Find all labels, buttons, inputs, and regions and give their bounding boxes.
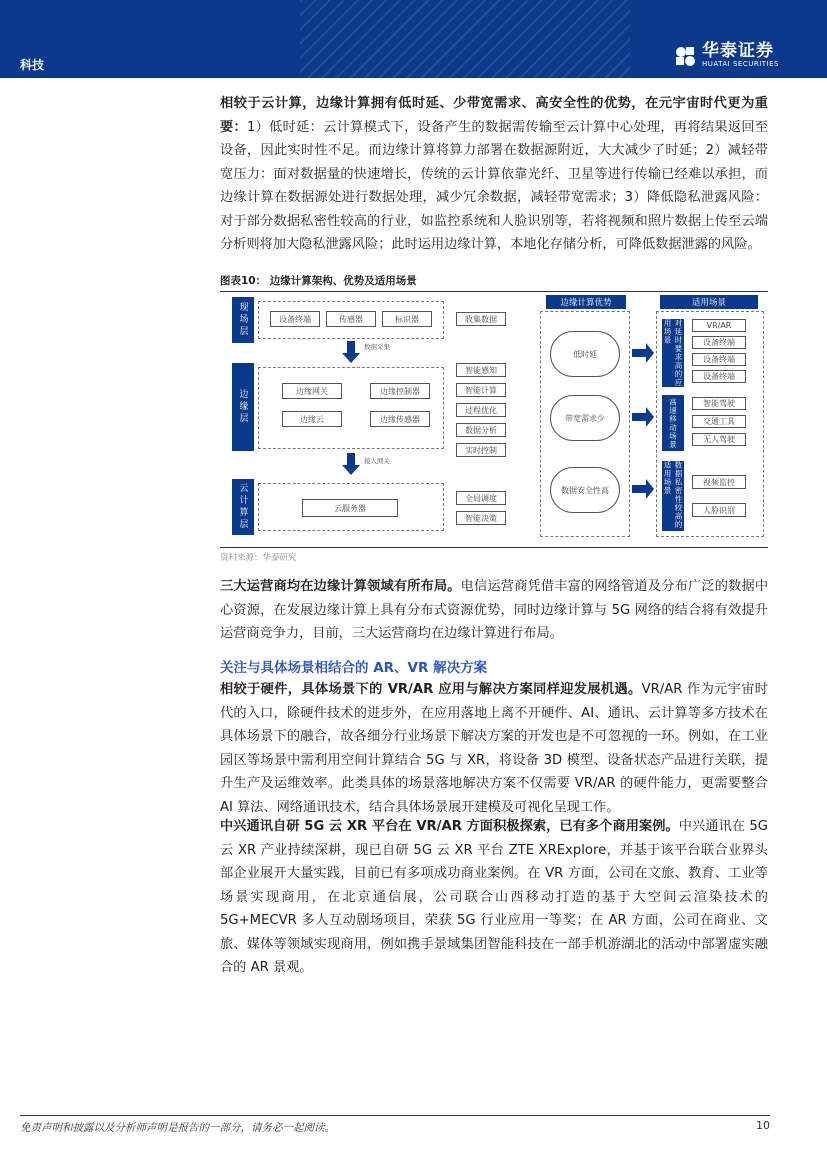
function-8: 智能决策 — [456, 511, 506, 525]
scenes-header: 适用场景 — [660, 295, 758, 309]
field-item-3: 标识器 — [382, 311, 432, 327]
logo-mark-icon — [674, 45, 696, 67]
field-item-2: 传感器 — [326, 311, 376, 327]
field-item-1: 设备终端 — [270, 311, 320, 327]
arrow-down-2 — [342, 465, 360, 475]
footer-disclaimer: 免责声明和披露以及分析师声明是报告的一部分，请务必一起阅读。 — [20, 1115, 770, 1135]
scene-group-1-label: 对延时要求高的应用场景 — [663, 319, 683, 387]
header-pattern — [300, 0, 630, 78]
advantage-3: 数据安全性高 — [550, 467, 620, 513]
scene-group-3-label: 数据私密性较高的适用场景 — [663, 461, 683, 529]
logo-text-cn: 华泰证券 — [702, 41, 775, 61]
scene-2-2: 交通工具 — [692, 415, 746, 428]
edge-container — [258, 367, 444, 449]
cloud-item-1: 云服务器 — [302, 499, 398, 517]
paragraph-vr-ar-opportunity — [220, 678, 768, 819]
page-header — [0, 0, 827, 78]
advantage-2: 带宽需求少 — [550, 395, 620, 441]
section-label: 科技 — [20, 58, 45, 72]
function-6: 实时控制 — [456, 443, 506, 457]
layer-cloud: 云计算层 — [232, 479, 254, 535]
scene-1-4: 设备终端 — [692, 370, 746, 383]
advantages-header: 边缘计算优势 — [546, 295, 626, 309]
para2-lead: 三大运营商均在边缘计算领域有所布局。 — [220, 579, 461, 594]
logo-text-en: HUATAI SECURITIES — [702, 60, 779, 68]
para4-body: 中兴通讯在 5G 云 XR 产业持续深耕，现已自研 5G 云 XR 平台 ZTE XRExplore，并基于该平台联合业界头部企业展开大量实践，目前已有多项成功商业案例。在 VR 方面，公司在文旅、教育、工业等场景实现商用，在北京通信展，公司联合山西移动打造的基于大空间云渲染技术的 5G+MECVR 多人互动剧场项目，荣获 5G 行业应用一等奖；在 AR 方面，公司在商业、文旅、媒体等领域实现商用，例如携手景域集团智能科技在一部手机游湖北的活动中部署虚实融合的 AR 景观。 — [220, 819, 768, 975]
paragraph-zte-xr — [220, 815, 768, 980]
advantage-1: 低时延 — [550, 331, 620, 377]
edge-architecture-diagram — [232, 291, 768, 543]
figure-title: 图表10： 边缘计算架构、优势及适用场景 — [220, 273, 768, 292]
para4-lead: 中兴通讯自研 5G 云 XR 平台在 VR/AR 方面积极探索，已有多个商用案例。 — [220, 819, 679, 834]
adv-scene-arrows — [632, 291, 656, 543]
scene-2-1: 智能驾驶 — [692, 397, 746, 410]
para2-body: 电信运营商凭借丰富的网络管道及分布广泛的数据中心资源，在发展边缘计算上具有分布式资源优势，同时边缘计算与 5G 网络的结合将有效提升运营商竞争力，目前，三大运营商均在边缘计算进行布局。 — [220, 579, 769, 641]
paragraph-operators — [220, 575, 768, 646]
function-7: 全局调度 — [456, 491, 506, 505]
scene-2-3: 无人驾驶 — [692, 433, 746, 446]
function-3: 智能计算 — [456, 383, 506, 397]
arrow-down-1 — [342, 353, 360, 363]
function-5: 数据分析 — [456, 423, 506, 437]
function-1: 收集数据 — [456, 312, 506, 326]
arrow1-note: 数据采集 — [364, 343, 390, 351]
function-2: 智能感知 — [456, 363, 506, 377]
edge-item-4: 边缘传感器 — [370, 411, 430, 427]
scene-1-3: 设备终端 — [692, 353, 746, 366]
para1-lead: 相较于云计算，边缘计算拥有低时延、少带宽需求、高安全性的优势，在元宇宙时代更为重要： — [220, 96, 768, 135]
scene-3-2: 人脸识别 — [692, 503, 746, 517]
scene-1-2: 设备终端 — [692, 336, 746, 349]
layer-edge: 边缘层 — [232, 363, 254, 451]
para1-body: 1）低时延：云计算模式下，设备产生的数据需传输至云计算中心处理，再将结果返回至设备，因此实时性不足。而边缘计算将算力部署在数据源附近，大大减少了时延；2）减轻带宽压力：面对数据量的快速增长，传统的云计算依靠光纤、卫星等进行传输已经难以承担，而边缘计算在数据源处进行数据处理，减少冗余数据，减轻带宽需求；3）降低隐私泄露风险：对于部分数据私密性较高的行业，如监控系统和人脸识别等，若将视频和照片数据上传至云端分析则将加大隐私泄露风险；此时运用边缘计算，本地化存储分析，可降低数据泄露的风险。 — [220, 119, 769, 252]
scene-group-2-label: 高速移动场景 — [662, 395, 684, 451]
scene-3-1: 视频监控 — [692, 475, 746, 489]
edge-item-2: 边缘控制器 — [370, 383, 430, 399]
para3-body: VR/AR 作为元宇宙时代的入口，除硬件技术的进步外，在应用落地上离不开硬件、AI、通讯、云计算等多方技术在具体场景下的融合，故各细分行业场景下解决方案的开发也是不可忽视的一环。例如，在工业园区等场景中需利用空间计算结合 5G 与 XR，将设备 3D 模型、设备状态产品进行关联，提升生产及运维效率。此类具体的场景落地解决方案不仅需要 VR/AR 的硬件能力，更需要整合 AI 算法、网络通讯技术，结合具体场景展开建模及可视化呈现工作。 — [220, 682, 768, 815]
edge-item-3: 边缘云 — [282, 411, 342, 427]
figure-source: 资料来源：华泰研究 — [220, 547, 768, 563]
section-subtitle: 关注与具体场景相结合的 AR、VR 解决方案 — [220, 660, 488, 676]
edge-item-1: 边缘网关 — [282, 383, 342, 399]
function-4: 过程优化 — [456, 403, 506, 417]
page-number: 10 — [756, 1119, 770, 1132]
paragraph-edge-advantages — [220, 92, 768, 257]
scene-1-1: VR/AR — [692, 319, 746, 332]
para3-lead: 相较于硬件，具体场景下的 VR/AR 应用与解决方案同样迎发展机遇。 — [220, 682, 642, 697]
arrow2-note: 接入网关 — [364, 457, 390, 465]
layer-field: 现场层 — [232, 297, 254, 343]
company-logo — [674, 42, 779, 69]
